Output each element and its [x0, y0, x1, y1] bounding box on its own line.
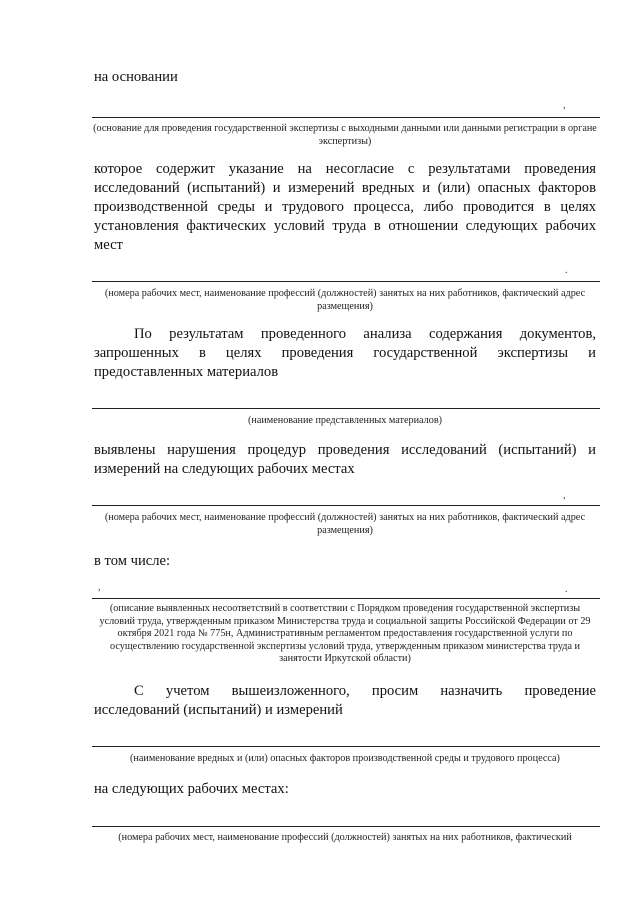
fill-line-nonconformities[interactable] [92, 598, 600, 599]
fill-line-materials[interactable] [92, 408, 600, 409]
line-end-period-2: . [565, 584, 568, 595]
including-intro: в том числе: [94, 553, 171, 569]
violations-line-1: выявлены нарушения процедур проведения исследований (испытаний) и [94, 442, 596, 458]
factors-caption: (наименование вредных и (или) опасных факторов производственной среды и трудового процесса) [130, 753, 560, 764]
materials-caption: (наименование представленных материалов) [247, 415, 443, 426]
request-line-2: исследований (испытаний) и измерений [94, 702, 343, 718]
fill-line-workplaces-3[interactable] [92, 826, 600, 827]
line-start-comma: , [98, 582, 101, 593]
disagreement-line-5: мест [94, 237, 123, 253]
basis-intro: на основании [94, 69, 178, 85]
analysis-line-1: По результатам проведенного анализа содержания документов, [134, 326, 596, 342]
workplaces-caption-1: (номера рабочих мест, наименование профессий (должностей) занятых на них работников, фактический адрес размещения) [104, 288, 586, 312]
disagreement-line-3: производственной среды и трудового процесса, либо проводится в целях [94, 199, 596, 215]
fill-line-workplaces-2[interactable] [92, 505, 600, 506]
disagreement-line-2: исследований (испытаний) и измерений вредных и (или) опасных факторов [94, 180, 596, 196]
analysis-line-3: предоставленных материалов [94, 364, 279, 380]
basis-caption: (основание для проведения государственной экспертизы с выходными данными или данными регистрации в органе экспертизы) [93, 123, 597, 147]
workplaces-intro: на следующих рабочих местах: [94, 781, 289, 797]
disagreement-line-4: установления фактических условий труда в отношении следующих рабочих [94, 218, 596, 234]
nonconformities-caption: (описание выявленных несоответствий в соответствии с Порядком проведения государственной экспертизы условий труда, утвержденным приказом Министерства труда и социальной защиты Российской Федерации от 29 октября 2021 года № 775н, Административным регламентом предоставления государственной услуги по осуществлению государственной экспертизы условий труда, утвержденным приказом министерства труда и занятости Иркутской области) [99, 603, 591, 664]
line-end-comma: , [563, 100, 566, 111]
line-end-period: . [565, 265, 568, 276]
workplaces-caption-3: (номера рабочих мест, наименование профессий (должностей) занятых на них работников, фактический [118, 832, 572, 843]
workplaces-caption-2: (номера рабочих мест, наименование профессий (должностей) занятых на них работников, фактический адрес размещения) [104, 512, 586, 536]
violations-line-2: измерений на следующих рабочих местах [94, 461, 355, 477]
analysis-line-2: запрошенных в целях проведения государственной экспертизы и [94, 345, 596, 361]
disagreement-line-1: которое содержит указание на несогласие с результатами проведения [94, 161, 596, 177]
fill-line-basis[interactable] [92, 117, 600, 118]
fill-line-factors[interactable] [92, 746, 600, 747]
fill-line-workplaces-1[interactable] [92, 281, 600, 282]
request-line-1: С учетом вышеизложенного, просим назначить проведение [134, 683, 596, 699]
line-end-comma-2: , [563, 490, 566, 501]
